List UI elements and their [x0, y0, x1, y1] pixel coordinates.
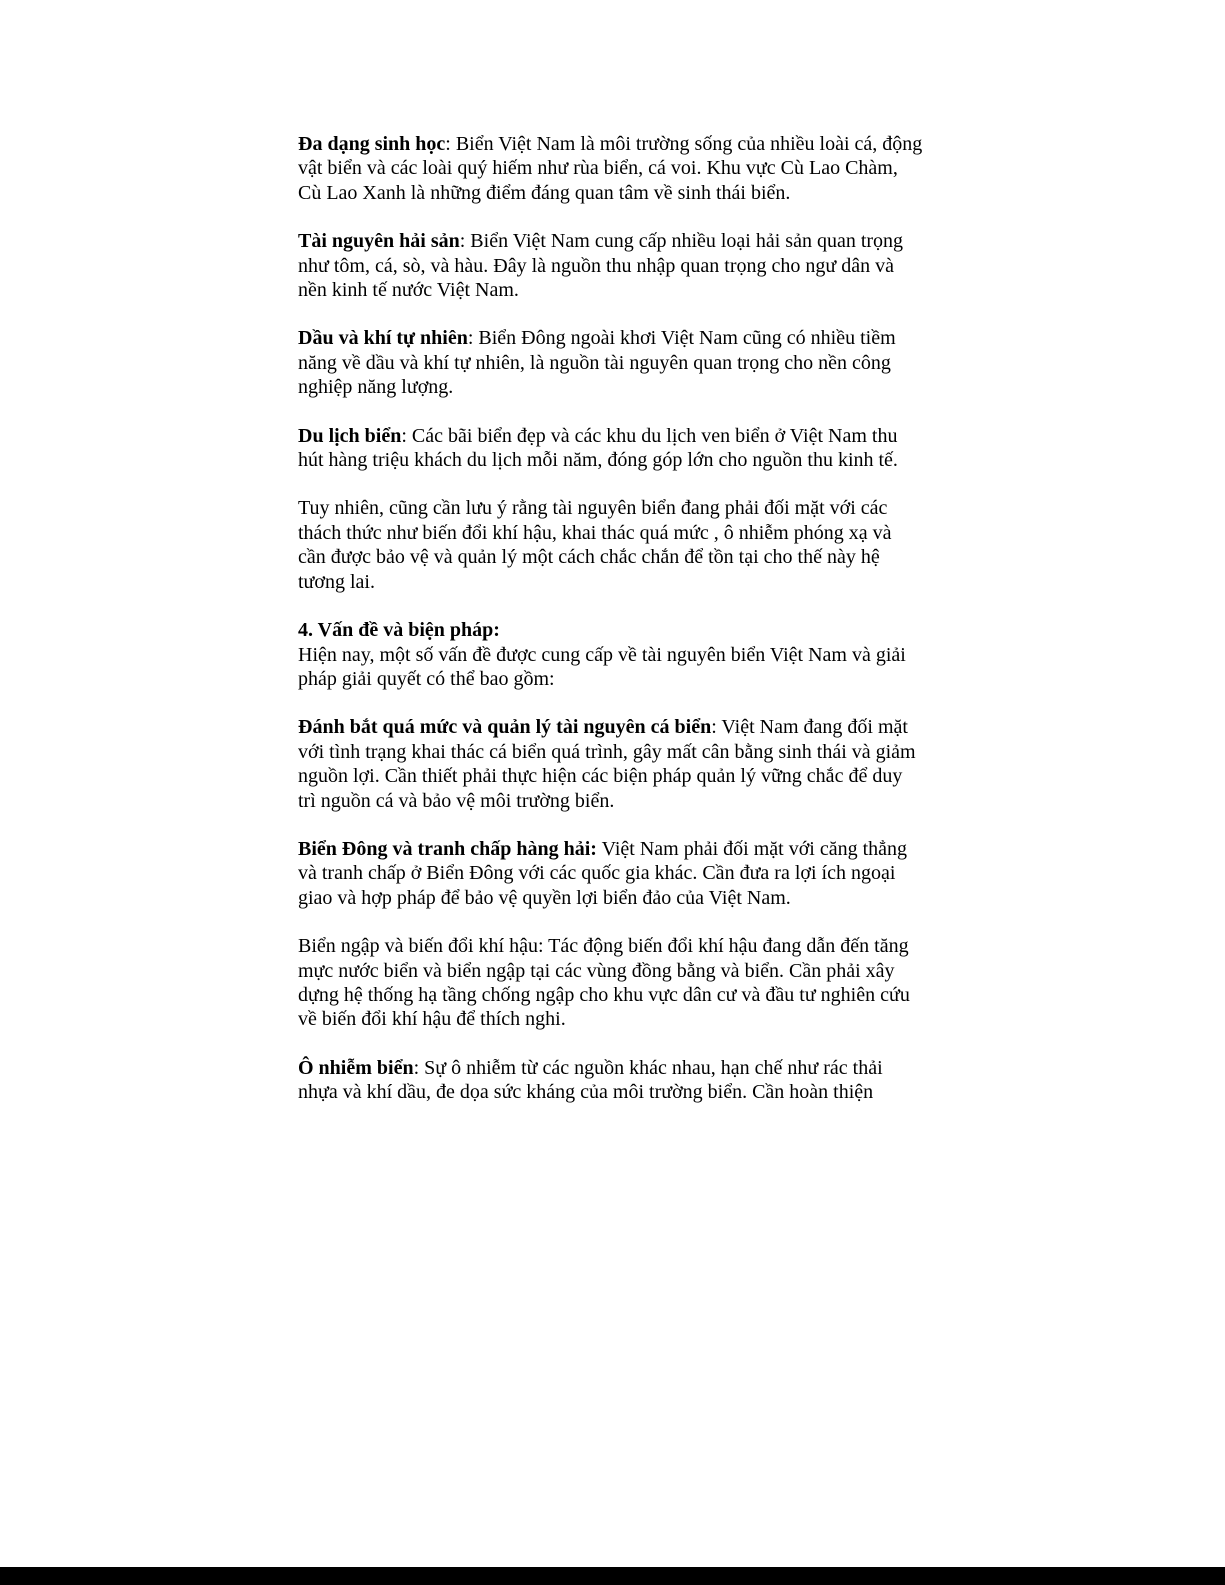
- issue-text: : Sự ô nhiễm từ các nguồn khác nhau, hạn chế như rác thải nhựa và khí dầu, đe dọa sức kháng của môi trường biển. Cần hoàn thiện: [298, 1056, 883, 1104]
- section-intro: Hiện nay, một số vấn đề được cung cấp về tài nguyên biển Việt Nam và giải pháp giải quyết có thể bao gồm:: [298, 643, 906, 690]
- issue-text: : Việt Nam đang đối mặt với tình trạng khai thác cá biển quá trình, gây mất cân bằng sinh thái và giảm nguồn lợi. Cần thiết phải thực hiện các biện pháp quản lý vững chắc để duy trì nguồn cá và bảo vệ môi trường biển.: [298, 716, 916, 812]
- paragraph-oil-gas: [298, 326, 923, 399]
- paragraph-text: : Các bãi biển đẹp và các khu du lịch ven biển ở Việt Nam thu hút hàng triệu khách du lịch mỗi năm, đóng góp lớn cho nguồn thu kinh tế.: [298, 424, 898, 472]
- issue-title: Ô nhiễm biển: [298, 1056, 414, 1079]
- document-page: [298, 132, 923, 1129]
- issue-text: Việt Nam phải đối mặt với căng thẳng và tranh chấp ở Biển Đông với các quốc gia khác. Cần đưa ra lợi ích ngoại giao và hợp pháp để bảo vệ quyền lợi biển đảo của Việt Nam.: [298, 837, 908, 909]
- issue-overfishing: [298, 715, 923, 813]
- paragraph-title: Du lịch biển: [298, 424, 402, 447]
- issue-title: Đánh bắt quá mức và quản lý tài nguyên cá biển: [298, 716, 712, 739]
- paragraph-challenges: [298, 496, 923, 594]
- paragraph-text: Tuy nhiên, cũng cần lưu ý rằng tài nguyên biển đang phải đối mặt với các thách thức như biến đổi khí hậu, khai thác quá mức , ô nhiễm phóng xạ và cần được bảo vệ và quản lý một cách chắc chắn để tồn tại cho thế này hệ tương lai.: [298, 497, 892, 593]
- paragraph-seafood: [298, 229, 923, 302]
- paragraph-text: : Biển Việt Nam cung cấp nhiều loại hải sản quan trọng như tôm, cá, sò, và hàu. Đây là nguồn thu nhập quan trọng cho ngư dân và nền kinh tế nước Việt Nam.: [298, 230, 904, 302]
- issue-title: Biển Đông và tranh chấp hàng hải:: [298, 837, 597, 860]
- paragraph-tourism: [298, 424, 923, 473]
- paragraph-title: Đa dạng sinh học: [298, 133, 446, 155]
- issue-text: Biển ngập và biến đổi khí hậu: Tác động biến đổi khí hậu đang dẫn đến tăng mực nước biển và biển ngập tại các vùng đồng bằng và biển. Cần phải xây dựng hệ thống hạ tầng chống ngập cho khu vực dân cư và đầu tư nghiên cứu về biến đổi khí hậu để thích nghi.: [298, 935, 910, 1031]
- issue-pollution: [298, 1056, 923, 1105]
- issue-flooding-climate: [298, 934, 923, 1032]
- paragraph-text: : Biển Việt Nam là môi trường sống của nhiều loài cá, động vật biển và các loài quý hiếm như rùa biển, cá voi. Khu vực Cù Lao Chàm, Cù Lao Xanh là những điểm đáng quan tâm về sinh thái biển.: [298, 133, 923, 204]
- paragraph-title: Tài nguyên hải sản: [298, 230, 460, 253]
- paragraph-biodiversity: [298, 132, 923, 205]
- section-heading: 4. Vấn đề và biện pháp:: [298, 619, 500, 642]
- page-bottom-border: [0, 1567, 1225, 1585]
- issue-east-sea: [298, 837, 923, 910]
- paragraph-text: : Biển Đông ngoài khơi Việt Nam cũng có nhiều tiềm năng về dầu và khí tự nhiên, là nguồn tài nguyên quan trọng cho nền công nghiệp năng lượng.: [298, 327, 896, 399]
- paragraph-title: Dầu và khí tự nhiên: [298, 327, 468, 350]
